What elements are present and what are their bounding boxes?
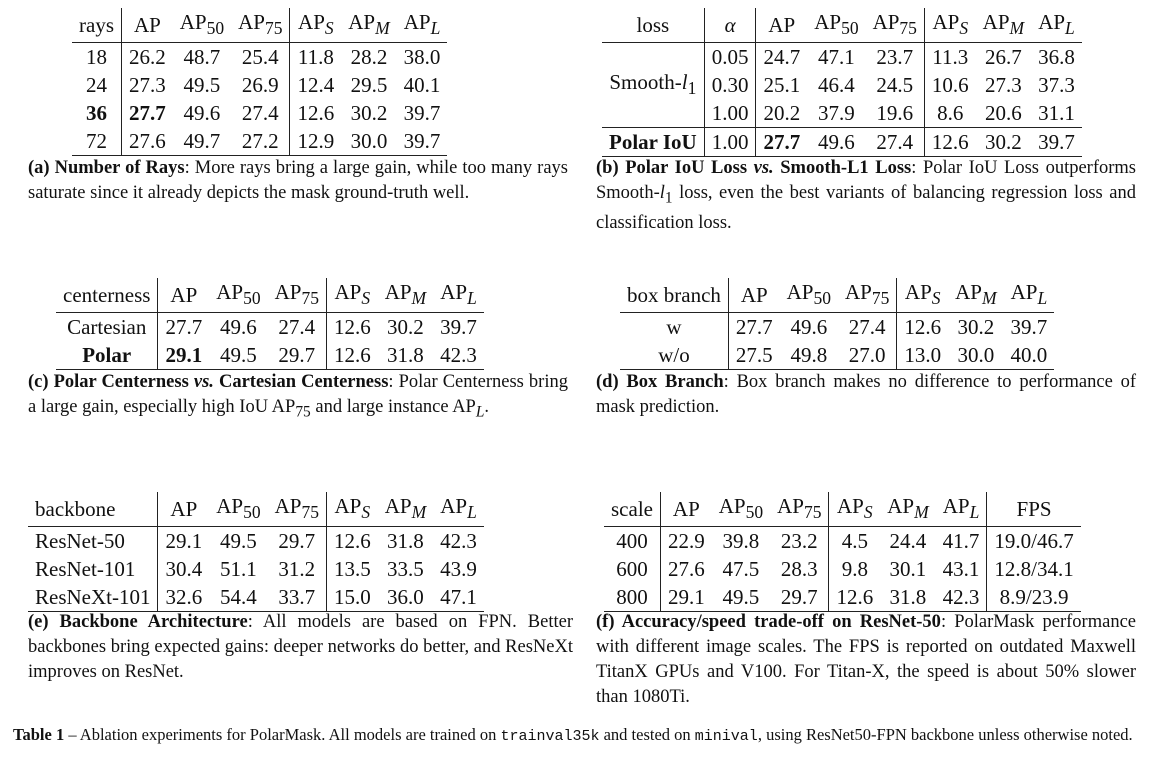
cell: 48.7 xyxy=(183,45,221,70)
cell: 12.9 xyxy=(290,127,341,156)
table-row: Cartesian 27.7 49.6 27.4 12.6 30.2 39.7 xyxy=(56,313,484,342)
cell: 39.7 xyxy=(403,101,441,126)
table-row: 400 22.9 39.8 23.2 4.5 24.4 41.7 19.0/46.7 xyxy=(604,527,1081,556)
col-apl: $AP_L$ xyxy=(1031,8,1082,43)
table-backbone: backbone AP $AP_{50}$ $AP_{75}$ $AP_S$ $AP_M$ $AP_L$ ResNet-50 29.1 49.5 29.7 12.6 31.8 42.3 ResNet-101 30.4 51.1 31.2 13.5 33.5 43.9 ResNeXt-101 32.6 54.4 33.7 15.0 36.0 47.1 xyxy=(28,492,484,612)
panel-f xyxy=(604,492,1081,612)
cell: 28.2 xyxy=(350,45,388,70)
cell: 12.6 xyxy=(297,101,335,126)
table-loss xyxy=(602,8,1082,157)
table-rays xyxy=(72,8,447,156)
table-row: ResNet-101 30.4 51.1 31.2 13.5 33.5 43.9 xyxy=(28,555,484,583)
caption-b: (b) Polar IoU Loss vs. Smooth-L1 Loss: Polar IoU Loss outperforms Smooth-$l_1$ loss, even the best variants of balancing regression loss and classification loss. xyxy=(596,158,1136,233)
col-ap: AP xyxy=(122,8,173,43)
table-row xyxy=(72,127,447,156)
col-ap75: $AP_{75}$ xyxy=(866,8,925,43)
col-ap50: $AP_{50}$ xyxy=(807,8,865,43)
table-row xyxy=(72,71,447,99)
cell: 49.5 xyxy=(183,73,221,98)
col-rays: rays xyxy=(72,8,122,43)
panel-b xyxy=(602,8,1082,157)
cell: 25.4 xyxy=(231,43,290,72)
cell: 24 xyxy=(72,71,122,99)
col-ap50: $AP_{50}$ xyxy=(173,8,231,43)
caption-e: (e) Backbone Architecture: All models are based on FPN. Better backbones bring expected gains: deeper networks do better, and ResNeXt improves on ResNet. xyxy=(28,612,574,682)
cell: 27.7 xyxy=(129,101,166,126)
cell: 30.2 xyxy=(350,101,388,126)
col-apl: $AP_L$ xyxy=(397,8,448,43)
cell: 36 xyxy=(72,99,122,127)
panel-e xyxy=(28,492,484,612)
col-aps: $AP_S$ xyxy=(290,8,341,43)
table-row: ResNet-50 29.1 49.5 29.7 12.6 31.8 42.3 xyxy=(28,527,484,556)
table-row: 1.00 20.2 37.9 19.6 8.6 20.6 31.1 xyxy=(602,99,1082,128)
panel-c xyxy=(56,278,484,370)
table-row: ResNeXt-101 32.6 54.4 33.7 15.0 36.0 47.1 xyxy=(28,583,484,612)
col-apm: $AP_M$ xyxy=(341,8,396,43)
cell: 11.8 xyxy=(297,45,334,70)
cell: 27.3 xyxy=(129,73,166,98)
cell: 49.7 xyxy=(173,127,231,156)
cell: 12.4 xyxy=(297,73,335,98)
col-alpha: α xyxy=(704,8,756,43)
table-row: w 27.7 49.6 27.4 12.6 30.2 39.7 xyxy=(620,313,1054,342)
panel-d xyxy=(620,278,1054,370)
table-row xyxy=(72,43,447,72)
cell: 27.6 xyxy=(122,127,173,156)
table-centerness: centerness AP $AP_{50}$ $AP_{75}$ $AP_S$ $AP_M$ $AP_L$ Cartesian 27.7 49.6 27.4 12.6 30.2 39.7 Polar 29.1 49.5 29.7 12.6 31.8 42.3 xyxy=(56,278,484,370)
col-apm: $AP_M$ xyxy=(976,8,1031,43)
table-box-branch: box branch AP $AP_{50}$ $AP_{75}$ $AP_S$ $AP_M$ $AP_L$ w 27.7 49.6 27.4 12.6 30.2 39.7 w/o 27.5 49.8 27.0 13.0 30.0 40.0 xyxy=(620,278,1054,370)
caption-f: (f) Accuracy/speed trade-off on ResNet-50: PolarMask performance with different image scales. The FPS is reported on outdated Maxwell TitanX GPUs and V100. For Titan-X, the speed is about 50% slower than 1080Ti. xyxy=(596,612,1136,707)
table-row xyxy=(72,99,447,127)
cell: 26.9 xyxy=(231,71,290,99)
table-row: 800 29.1 49.5 29.7 12.6 31.8 42.3 8.9/23.9 xyxy=(604,583,1081,612)
cell: 72 xyxy=(72,127,122,156)
cell: 26.2 xyxy=(129,45,166,70)
table-caption: Table 1 – Ablation experiments for PolarMask. All models are trained on trainval35k and tested on minival, using ResNet50-FPN backbone unless otherwise noted. xyxy=(13,725,1133,745)
col-aps: $AP_S$ xyxy=(924,8,975,43)
col-loss: loss xyxy=(602,8,704,43)
table-row: Smooth-$l_1$ 0.05 24.7 47.1 23.7 11.3 26.7 36.8 xyxy=(602,43,1082,72)
caption-d: (d) Box Branch: Box branch makes no difference to performance of mask prediction. xyxy=(596,372,1136,417)
cell: 27.4 xyxy=(231,99,290,127)
cell: 30.0 xyxy=(341,127,396,156)
caption-c: (c) Polar Centerness vs. Cartesian Centerness: Polar Centerness bring a large gain, especially high IoU $AP_{75}$ and large instance $AP_L$. xyxy=(28,372,568,421)
cell: 27.2 xyxy=(231,127,290,156)
col-ap: AP xyxy=(756,8,807,43)
cell: 38.0 xyxy=(403,45,441,70)
table-row: Polar IoU 1.00 27.7 49.6 27.4 12.6 30.2 39.7 xyxy=(602,128,1082,157)
caption-a: (a) Number of Rays: More rays bring a large gain, while too many rays saturate since it already depicts the mask ground-truth well. xyxy=(28,158,569,203)
table-row: 0.30 25.1 46.4 24.5 10.6 27.3 37.3 xyxy=(602,71,1082,99)
cell: 39.7 xyxy=(397,127,448,156)
cell: 29.5 xyxy=(350,73,388,98)
cell: 18 xyxy=(72,43,122,72)
table-row: 600 27.6 47.5 28.3 9.8 30.1 43.1 12.8/34.1 xyxy=(604,555,1081,583)
table-scale: scale AP $AP_{50}$ $AP_{75}$ $AP_S$ $AP_M$ $AP_L$ FPS 400 22.9 39.8 23.2 4.5 24.4 41.7 19.0/46.7 600 27.6 47.5 28.3 9.8 30.1 43.1 12.8/34.1 800 29.1 49.5 29.7 12.6 31.8 42.3 8.9/23.9 xyxy=(604,492,1081,612)
panel-a xyxy=(72,8,567,156)
row-label-smooth-l1: Smooth-$l_1$ xyxy=(602,43,704,128)
table-row: Polar 29.1 49.5 29.7 12.6 31.8 42.3 xyxy=(56,341,484,370)
col-ap75: $AP_{75}$ xyxy=(231,8,290,43)
cell: 49.6 xyxy=(183,101,221,126)
cell: 40.1 xyxy=(403,73,441,98)
table-row: w/o 27.5 49.8 27.0 13.0 30.0 40.0 xyxy=(620,341,1054,370)
